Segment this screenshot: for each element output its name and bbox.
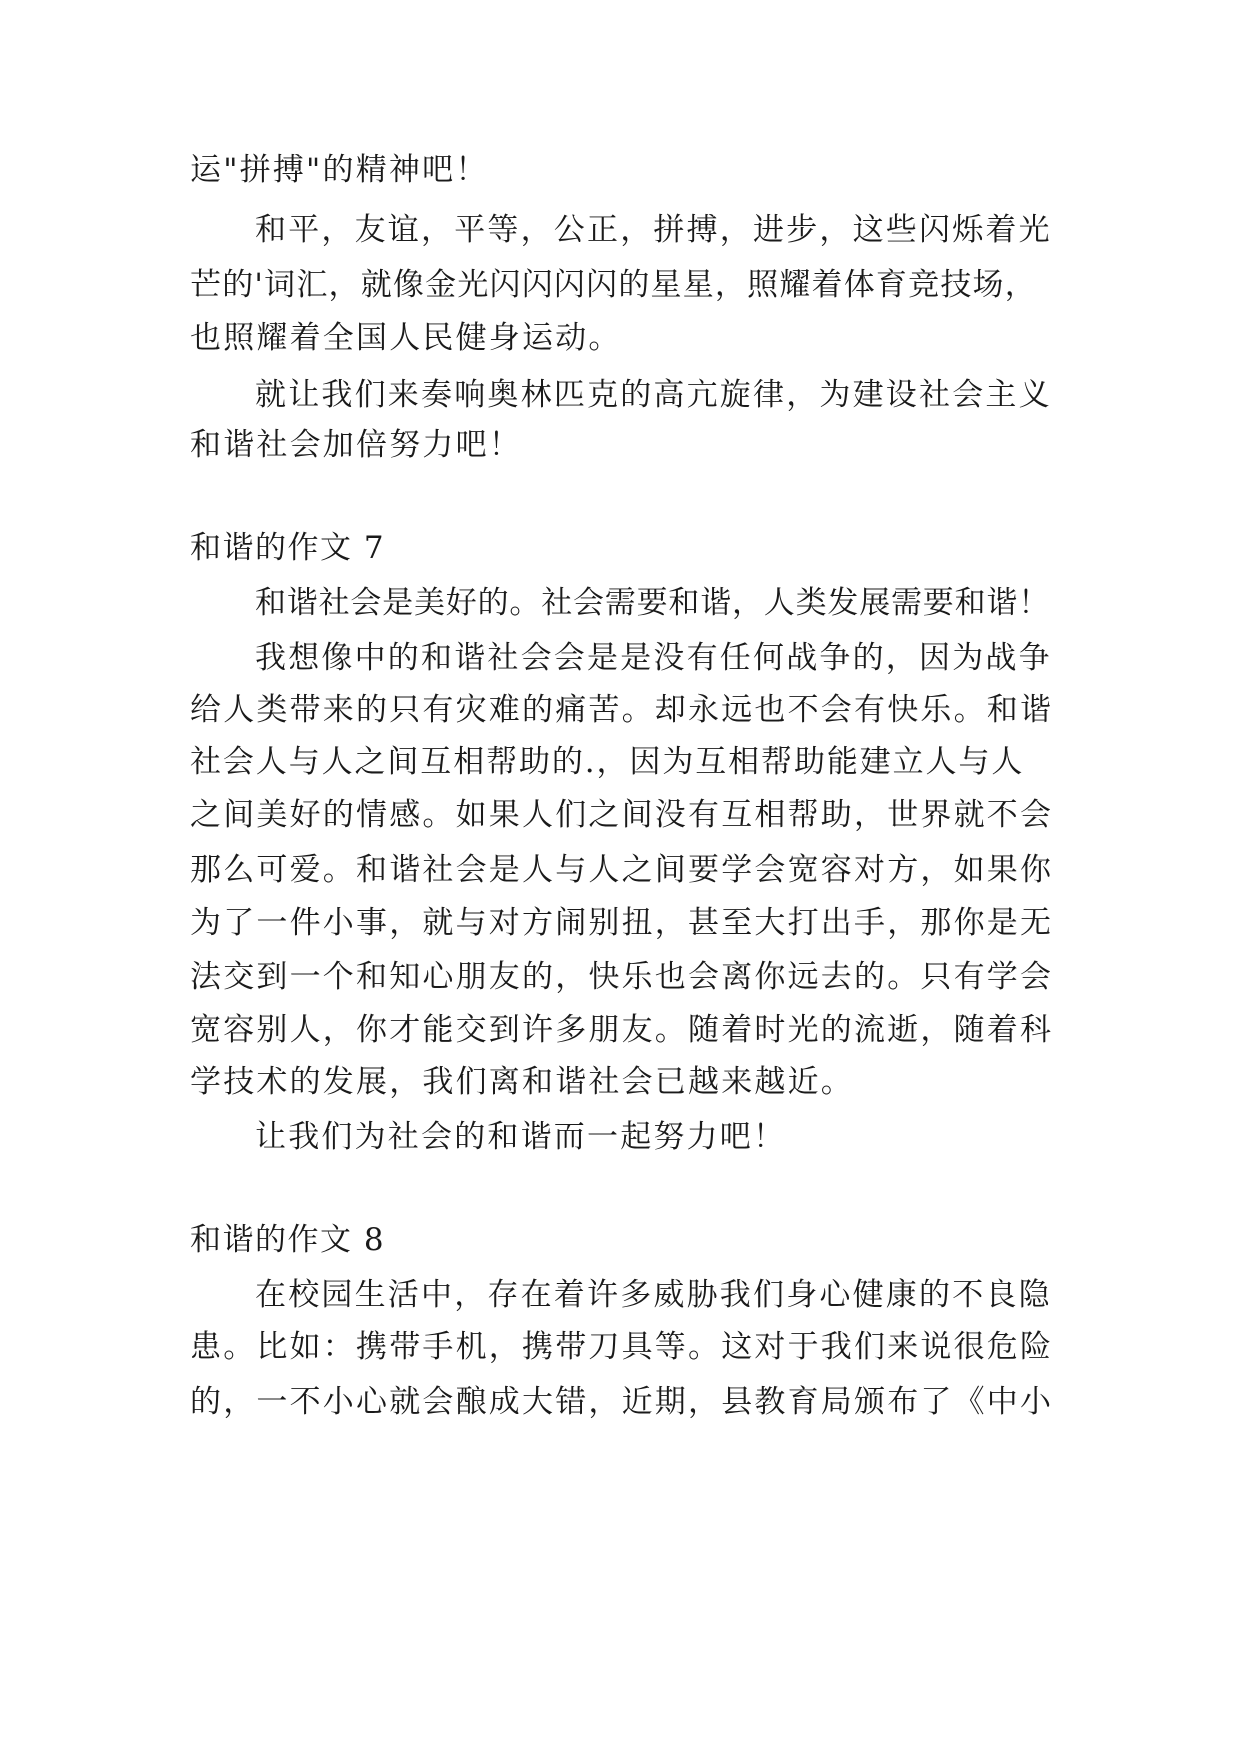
text-line: 芒的'词汇，就像金光闪闪闪闪的星星，照耀着体育竞技场， bbox=[190, 267, 1037, 303]
text-line: 和谐社会加倍努力吧！ bbox=[190, 427, 522, 463]
text-line: 为了一件小事，就与对方闹别扭，甚至大打出手，那你是无 bbox=[190, 905, 1054, 941]
paragraph-start: 在校园生活中，存在着许多威胁我们身心健康的不良隐 bbox=[255, 1277, 1052, 1313]
text-line: 患。比如：携带手机，携带刀具等。这对于我们来说很危险 bbox=[190, 1329, 1054, 1365]
paragraph-start: 和谐社会是美好的。社会需要和谐，人类发展需要和谐！ bbox=[255, 585, 1050, 621]
paragraph-start: 我想像中的和谐社会会是是没有任何战争的，因为战争 bbox=[255, 640, 1052, 676]
text-line: 给人类带来的只有灾难的痛苦。却永远也不会有快乐。和谐 bbox=[190, 692, 1054, 728]
text-line: 运"拼搏"的精神吧！ bbox=[190, 152, 489, 188]
text-line: 的，一不小心就会酿成大错，近期，县教育局颁布了《中小 bbox=[190, 1384, 1054, 1420]
section-heading-7: 和谐的作文 7 bbox=[190, 530, 386, 566]
paragraph-start: 让我们为社会的和谐而一起努力吧！ bbox=[255, 1119, 787, 1155]
section-heading-8: 和谐的作文 8 bbox=[190, 1222, 386, 1258]
paragraph-start: 和平，友谊，平等，公正，拼搏，进步，这些闪烁着光 bbox=[255, 212, 1052, 248]
paragraph-start: 就让我们来奏响奥林匹克的高亢旋律，为建设社会主义 bbox=[255, 377, 1052, 413]
text-line: 社会人与人之间互相帮助的.，因为互相帮助能建立人与人 bbox=[190, 744, 1025, 780]
text-line: 法交到一个和知心朋友的，快乐也会离你远去的。只有学会 bbox=[190, 959, 1054, 995]
text-line: 之间美好的情感。如果人们之间没有互相帮助，世界就不会 bbox=[190, 797, 1054, 833]
text-line: 宽容别人，你才能交到许多朋友。随着时光的流逝，随着科 bbox=[190, 1012, 1054, 1048]
text-line: 那么可爱。和谐社会是人与人之间要学会宽容对方，如果你 bbox=[190, 852, 1054, 888]
text-line: 也照耀着全国人民健身运动。 bbox=[190, 320, 622, 356]
text-line: 学技术的发展，我们离和谐社会已越来越近。 bbox=[190, 1064, 854, 1100]
